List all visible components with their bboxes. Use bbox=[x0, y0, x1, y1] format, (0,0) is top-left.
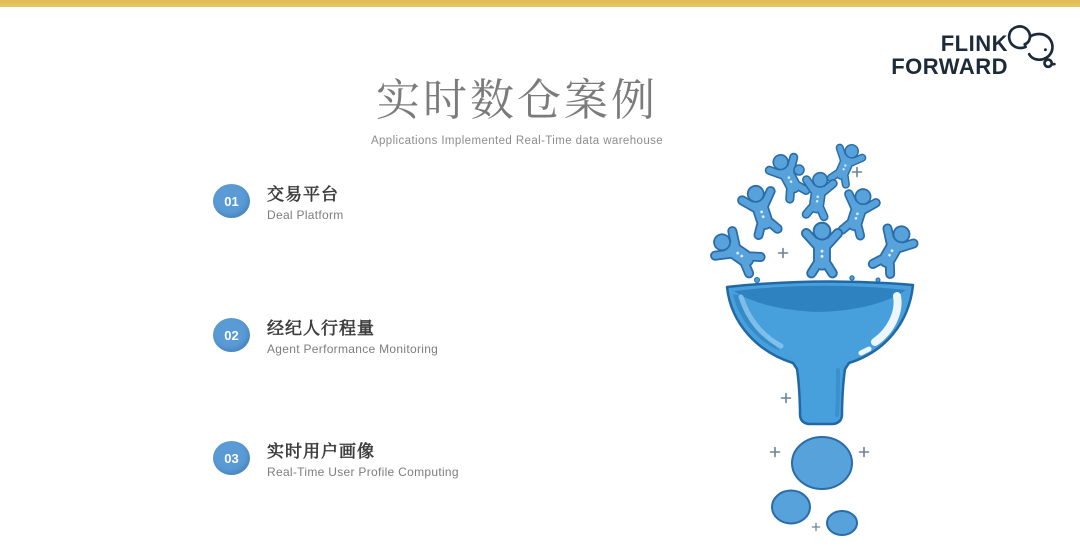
item-subtitle: Deal Platform bbox=[267, 208, 344, 222]
number-badge-03: 03 bbox=[213, 441, 250, 475]
funnel-illustration bbox=[680, 140, 980, 547]
falling-people-icons bbox=[707, 140, 919, 277]
logo-line1: FLINK bbox=[940, 31, 1008, 56]
list-item-text bbox=[267, 184, 344, 222]
item-subtitle: Agent Performance Monitoring bbox=[267, 342, 439, 356]
item-title: 实时用户画像 bbox=[267, 442, 375, 461]
item-title: 经纪人行程量 bbox=[267, 319, 375, 338]
item-subtitle: Real-Time User Profile Computing bbox=[267, 465, 459, 479]
list-item-text bbox=[267, 441, 459, 479]
list-item-01 bbox=[213, 184, 344, 222]
flink-forward-logo bbox=[891, 24, 1058, 78]
number-badge-02: 02 bbox=[213, 318, 250, 352]
title-block bbox=[317, 76, 717, 147]
top-accent-bar bbox=[0, 0, 1080, 7]
logo-line2: FORWARD bbox=[891, 54, 1008, 79]
list-item-03 bbox=[213, 441, 459, 479]
page-subtitle: Applications Implemented Real-Time data warehouse bbox=[370, 135, 664, 147]
list-item-02 bbox=[213, 318, 438, 356]
funnel-icon bbox=[727, 276, 913, 424]
list-item-text bbox=[267, 318, 438, 356]
droplet-icons bbox=[772, 437, 857, 535]
page-title: 实时数仓案例 bbox=[376, 76, 658, 125]
squirrel-icon bbox=[1004, 22, 1058, 77]
item-title: 交易平台 bbox=[267, 185, 339, 204]
number-badge-01: 01 bbox=[213, 184, 250, 218]
logo-text bbox=[891, 32, 1008, 78]
